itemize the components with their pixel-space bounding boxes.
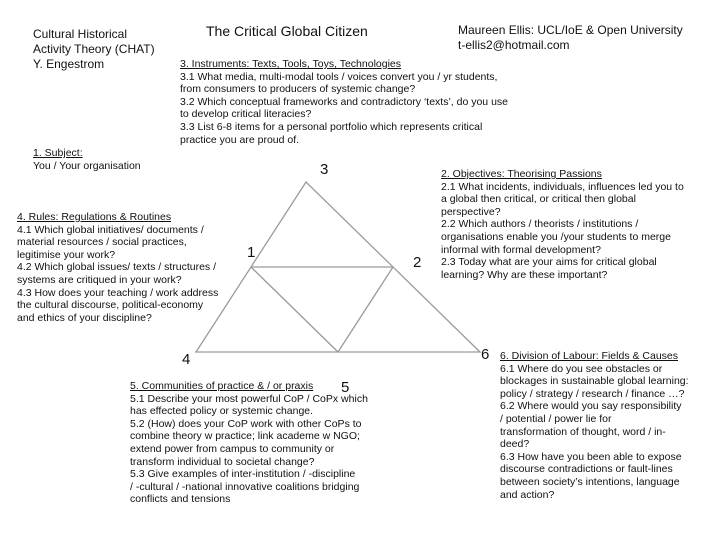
header-left [33,27,155,72]
division-block [500,350,689,501]
division-line: transformation of thought, word / in- [500,425,666,438]
division-line: 6.3 How have you been able to expose [500,450,682,463]
rules-line: legitimise your work? [17,248,116,261]
division-line: policy / strategy / research / finance …? [500,387,685,400]
instruments-line: to develop critical literacies? [180,108,312,121]
division-line: 6.2 Where would you say responsibility [500,400,682,413]
communities-line: combine theory w practice; link academe w NGO; [130,430,360,443]
communities-line: 5.1 Describe your most powerful CoP / CoPx which [130,392,368,405]
email-line: t-ellis2@hotmail.com [458,38,570,52]
page-title: The Critical Global Citizen [206,23,368,39]
rules-line: the cultural discourse, political-economy [17,299,204,312]
instruments-line: 3.3 List 6-8 items for a personal portfolio which represents critical [180,120,483,133]
node-number-3: 3 [320,161,329,178]
objectives-line: 2.3 Today what are your aims for critical global [441,256,657,269]
instruments-block [180,58,508,146]
objectives-heading: 2. Objectives: Theorising Passions [441,168,602,180]
objectives-line: a global then critical, or critical then global [441,193,636,206]
communities-line: transform individual to societal change? [130,455,315,468]
division-line: discourse contradictions or fault-lines [500,463,673,476]
rules-line: and ethics of your discipline? [17,311,152,324]
instruments-line: 3.1 What media, multi-modal tools / voices convert you / yr students, [180,70,498,83]
objectives-line: informal with formal development? [441,243,601,256]
instruments-line: practice you are proud of. [180,133,300,146]
division-line: between society’s intentions, language [500,475,680,488]
rules-line: 4.1 Which global initiatives/ documents / [17,223,204,236]
node-number-2: 2 [413,254,422,271]
communities-line: / -cultural / -national innovative coalitions bridging [130,480,360,493]
header-left-line: Cultural Historical [33,27,128,41]
instruments-line: from consumers to producers of systemic change? [180,83,416,96]
node-number-6: 6 [481,346,490,363]
rules-line: 4.3 How does your teaching / work address [17,286,219,299]
objectives-line: 2.2 Which authors / theorists / institutions / [441,218,639,231]
node-number-1: 1 [247,244,256,261]
rules-line: 4.2 Which global issues/ texts / structures / [17,261,216,274]
subject-line: You / Your organisation [33,159,141,172]
objectives-block [441,168,684,281]
division-line: / potential / power lie for [500,412,612,425]
subject-heading: 1. Subject: [33,147,83,159]
division-heading: 6. Division of Labour: Fields & Causes [500,350,679,362]
header-left-line: Activity Theory (CHAT) [33,42,155,56]
communities-line: conflicts and tensions [130,493,231,506]
objectives-line: perspective? [441,205,501,218]
instruments-line: 3.2 Which conceptual frameworks and contradictory ‘texts’, do you use [180,95,508,108]
rules-line: material resources / social practices, [17,236,187,249]
rules-block [17,211,218,324]
instruments-heading: 3. Instruments: Texts, Tools, Toys, Technologies [180,58,402,70]
objectives-line: learning? Why are these important? [441,268,608,281]
header-left-line: Y. Engestrom [33,57,105,71]
objectives-line: organisations enable you /your students to merge [441,230,671,243]
communities-line: has effected policy or systemic change. [130,405,314,418]
subject-block [33,147,141,172]
node-number-4: 4 [182,351,191,368]
author-line: Maureen Ellis: UCL/IoE & Open University [458,23,683,37]
communities-line: 5.3 Give examples of inter-institution / -discipline [130,468,356,481]
rules-heading: 4. Rules: Regulations & Routines [17,211,172,223]
rules-line: systems are critiqued in your work? [17,273,182,286]
division-line: and action? [500,488,555,501]
node-number-5: 5 [341,379,350,396]
division-line: blockages in sustainable global learning: [500,375,689,388]
right-inner-line [338,267,393,352]
division-line: deed? [500,438,530,451]
division-line: 6.1 Where do you see obstacles or [500,362,663,375]
communities-line: extend power from campus to community or [130,442,335,455]
communities-line: 5.2 (How) does your CoP work with other CoPs to [130,417,362,430]
left-inner-line [251,267,338,352]
header-right [458,23,683,53]
communities-heading: 5. Communities of practice & / or praxis [130,380,314,392]
communities-block [130,380,368,506]
objectives-line: 2.1 What incidents, individuals, influences led you to [441,180,684,193]
